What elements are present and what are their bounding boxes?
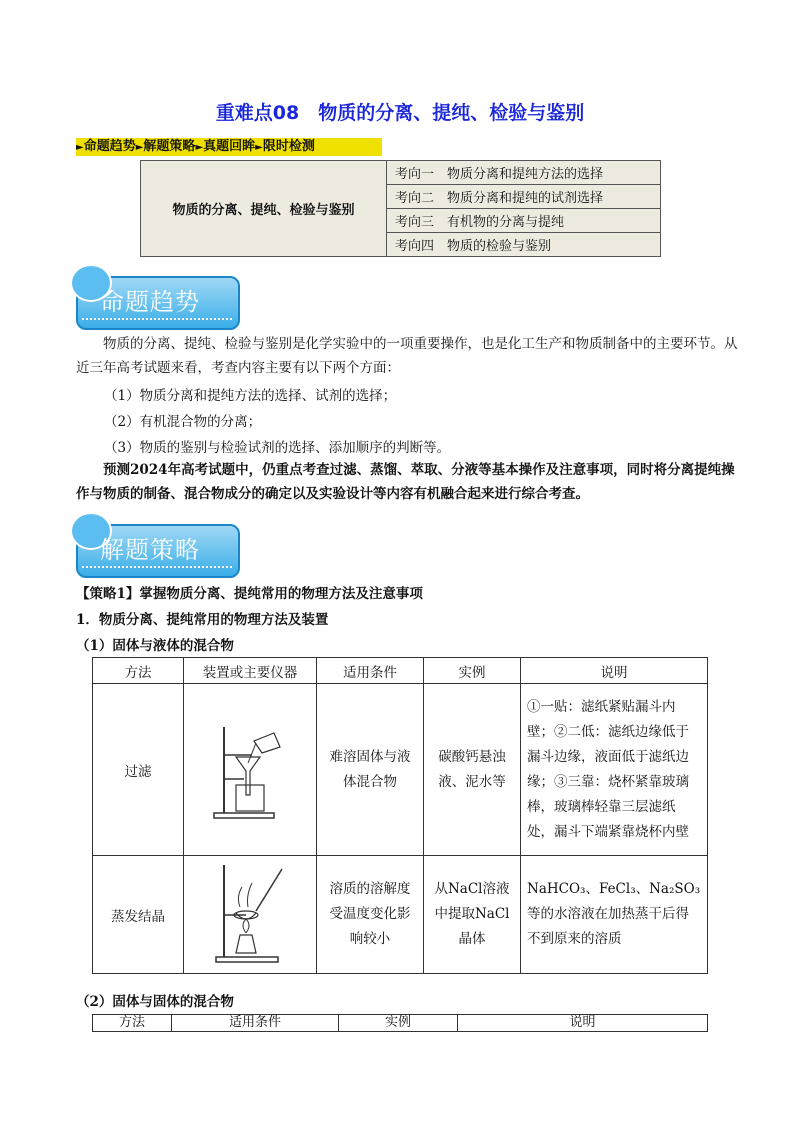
nav-item-review[interactable]: 真题回眸: [203, 139, 256, 154]
example-cell: 碳酸钙悬浊液、泥水等: [424, 684, 521, 856]
toc-item: 考向四 物质的检验与鉴别: [387, 233, 661, 257]
example-cell: 从NaCl溶液中提取NaCl晶体: [424, 856, 521, 974]
evaporation-apparatus-image: [184, 856, 317, 974]
section-badge-trend: 命题趋势: [70, 264, 242, 340]
filtration-apparatus-image: [184, 684, 317, 856]
table-row: [93, 856, 708, 974]
toc-item: 考向一 物质分离和提纯方法的选择: [387, 161, 661, 185]
toc-item: 考向二 物质分离和提纯的试剂选择: [387, 185, 661, 209]
topic-table: [140, 160, 661, 257]
table-row: [93, 684, 708, 856]
column-header: 说明: [458, 1015, 708, 1032]
trend-point: （1）物质分离和提纯方法的选择、试剂的选择；: [104, 388, 397, 404]
subheading: （2）固体与固体的混合物: [76, 994, 234, 1010]
trend-point: （3）物质的鉴别与检验试剂的选择、添加顺序的判断等。: [104, 440, 451, 456]
note-cell: ①一贴：滤纸紧贴漏斗内壁；②二低：滤纸边缘低于漏斗边缘，液面低于滤纸边缘；③三靠：烧杯紧靠玻璃棒，玻璃棒轻靠三层滤纸处，漏斗下端紧靠烧杯内壁: [521, 684, 708, 856]
trend-point: （2）有机混合物的分离；: [104, 414, 262, 430]
column-header: 实例: [424, 658, 521, 684]
nav-item-trend[interactable]: 命题趋势: [83, 139, 136, 154]
column-header: 装置或主要仪器: [184, 658, 317, 684]
section-badge-strategy: 解题策略: [70, 512, 242, 588]
column-header: 方法: [93, 1015, 172, 1032]
nav-item-test[interactable]: 限时检测: [262, 139, 315, 154]
condition-cell: 溶质的溶解度受温度变化影响较小: [317, 856, 424, 974]
note-cell: NaHCO₃、FeCl₃、Na₂SO₃等的水溶液在加热蒸干后得不到原来的溶质: [521, 856, 708, 974]
intro-paragraph: 物质的分离、提纯、检验与鉴别是化学实验中的一项重要操作，也是化工生产和物质制备中的主要环节。从近三年高考试题来看，考查内容主要有以下两个方面：: [76, 336, 738, 376]
table-solid-solid: [92, 1014, 708, 1032]
column-header: 适用条件: [172, 1015, 339, 1032]
page-title: 重难点08 物质的分离、提纯、检验与鉴别: [215, 102, 585, 124]
topic-name: 物质的分离、提纯、检验与鉴别: [141, 161, 387, 257]
prediction-paragraph: 预测2024年高考试题中，仍重点考查过滤、蒸馏、萃取、分液等基本操作及注意事项，同时将分离提纯操作与物质的制备、混合物成分的确定以及实验设计等内容有机融合起来进行综合考查。: [76, 462, 735, 502]
strategy-heading: 【策略1】掌握物质分离、提纯常用的物理方法及注意事项: [76, 586, 423, 602]
toc-item: 考向三 有机物的分离与提纯: [387, 209, 661, 233]
column-header: 适用条件: [317, 658, 424, 684]
column-header: 方法: [93, 658, 184, 684]
method-cell: 蒸发结晶: [93, 856, 184, 974]
subheading: 1．物质分离、提纯常用的物理方法及装置: [76, 612, 329, 628]
subheading: （1）固体与液体的混合物: [76, 638, 234, 654]
table-solid-liquid: [92, 657, 708, 974]
column-header: 实例: [339, 1015, 458, 1032]
section-nav: ►命题趋势►解题策略►真题回眸►限时检测: [76, 138, 382, 156]
condition-cell: 难溶固体与液体混合物: [317, 684, 424, 856]
method-cell: 过滤: [93, 684, 184, 856]
nav-item-strategy[interactable]: 解题策略: [143, 139, 196, 154]
column-header: 说明: [521, 658, 708, 684]
